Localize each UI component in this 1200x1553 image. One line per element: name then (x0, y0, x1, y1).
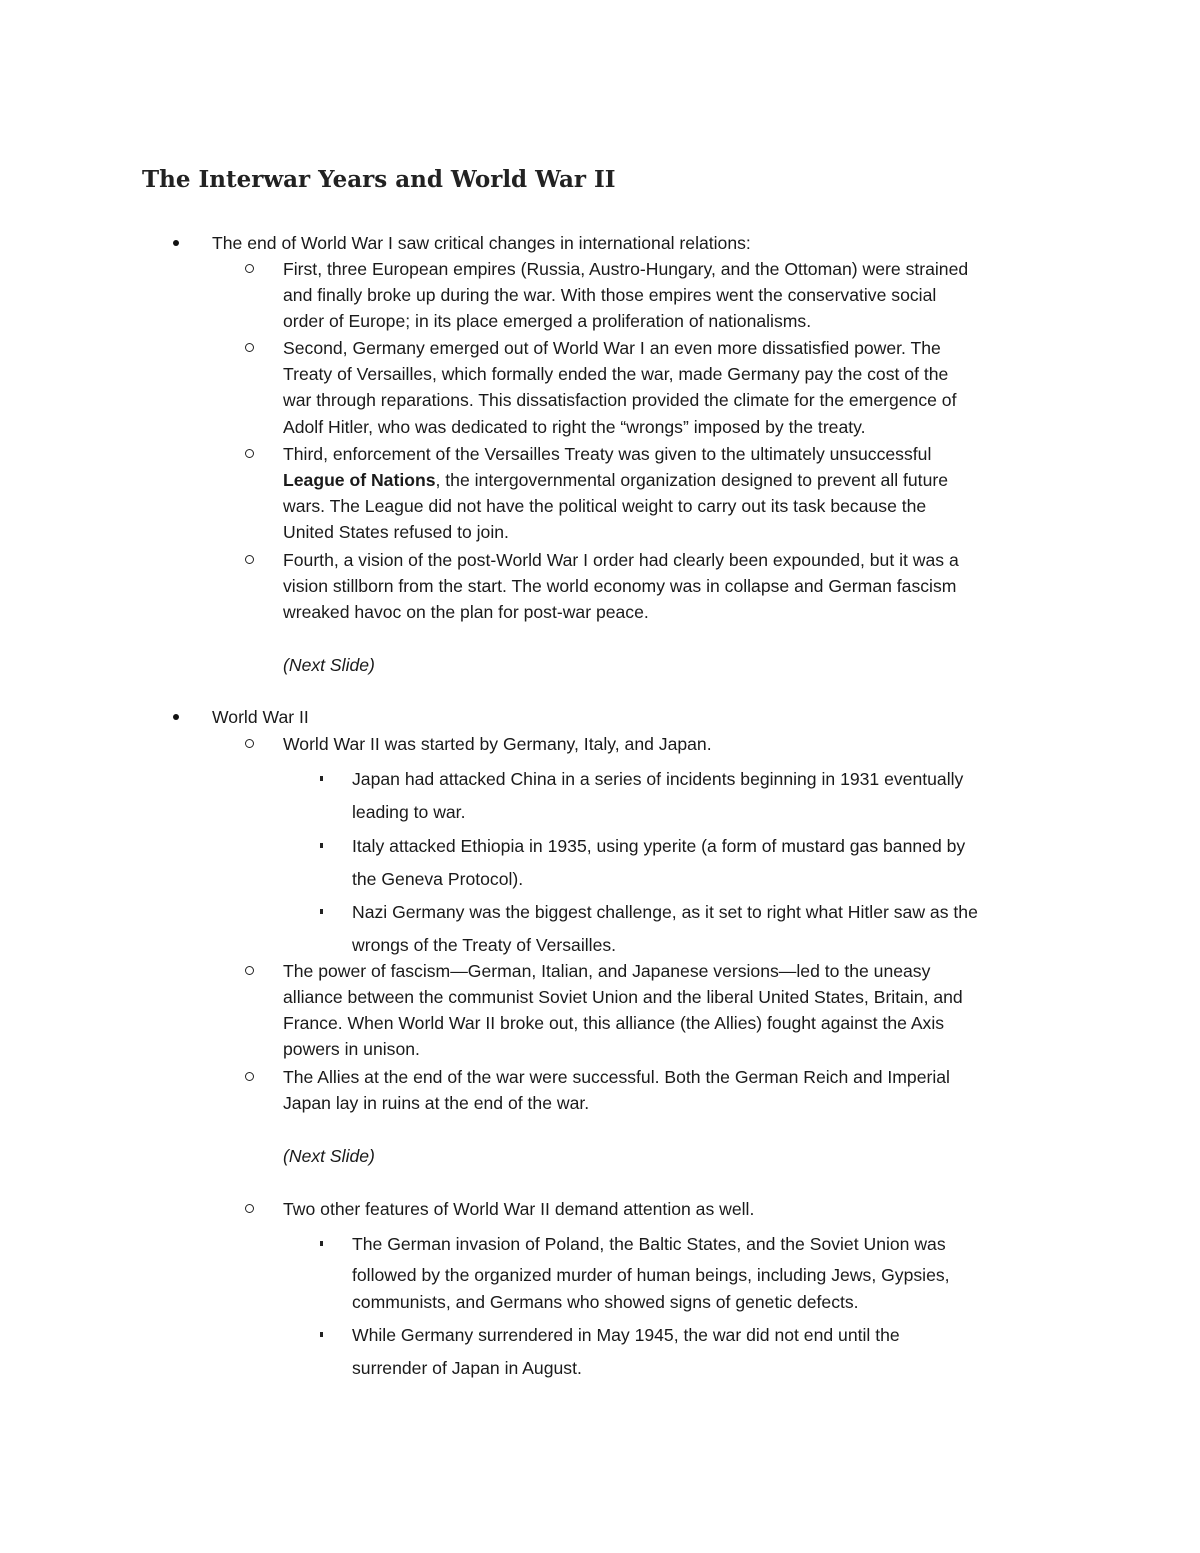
circle-bullet-icon (245, 555, 254, 564)
square-bullet-icon (320, 776, 323, 781)
italy-line-2: the Geneva Protocol). (352, 869, 524, 889)
next-slide-note: (Next Slide) (283, 1146, 375, 1166)
section2-bullet: World War II (212, 707, 309, 727)
bullet-dot-icon (173, 714, 179, 720)
power-line-1: The power of fascism—German, Italian, and Japanese versions—led to the uneasy (283, 961, 931, 981)
circle-bullet-icon (245, 264, 254, 273)
fourth-line-3: wreaked havoc on the plan for post-war peace. (283, 602, 649, 622)
first-line-2: and finally broke up during the war. With those empires went the conservative social (283, 285, 937, 305)
japan-line-2: leading to war. (352, 802, 466, 822)
second-line-4: Adolf Hitler, who was dedicated to right the “wrongs” imposed by the treaty. (283, 417, 866, 437)
nazi-line-1: Nazi Germany was the biggest challenge, as it set to right what Hitler saw as the (352, 902, 978, 922)
circle-bullet-icon (245, 1204, 254, 1213)
japan-line-1: Japan had attacked China in a series of incidents beginning in 1931 eventually (352, 769, 964, 789)
first-line-1: First, three European empires (Russia, Austro-Hungary, and the Ottoman) were strained (283, 259, 969, 279)
next-slide-note: (Next Slide) (283, 655, 375, 675)
second-line-3: war through reparations. This dissatisfaction provided the climate for the emergence of (283, 390, 957, 410)
two-features-line: Two other features of World War II demand attention as well. (283, 1199, 755, 1219)
second-line-1: Second, Germany emerged out of World War I an even more dissatisfied power. The (283, 338, 941, 358)
second-line-2: Treaty of Versailles, which formally ended the war, made Germany pay the cost of the (283, 364, 949, 384)
square-bullet-icon (320, 843, 323, 848)
invasion-line-3: communists, and Germans who showed signs of genetic defects. (352, 1292, 859, 1312)
third-line-1: Third, enforcement of the Versailles Treaty was given to the ultimately unsuccessful (283, 444, 932, 464)
power-line-4: powers in unison. (283, 1039, 420, 1059)
surrender-line-2: surrender of Japan in August. (352, 1358, 582, 1378)
invasion-line-2: followed by the organized murder of human beings, including Jews, Gypsies, (352, 1265, 950, 1285)
italy-line-1: Italy attacked Ethiopia in 1935, using yperite (a form of mustard gas banned by (352, 836, 966, 856)
nazi-line-2: wrongs of the Treaty of Versailles. (352, 935, 617, 955)
square-bullet-icon (320, 909, 323, 914)
circle-bullet-icon (245, 739, 254, 748)
circle-bullet-icon (245, 966, 254, 975)
third-line-4: United States refused to join. (283, 522, 509, 542)
square-bullet-icon (320, 1241, 323, 1246)
document-title: The Interwar Years and World War II (142, 166, 616, 193)
league-of-nations-term: League of Nations (283, 470, 436, 490)
power-line-2: alliance between the communist Soviet Union and the liberal United States, Britain, and (283, 987, 963, 1007)
third-line-3: wars. The League did not have the political weight to carry out its task because the (283, 496, 927, 516)
power-line-3: France. When World War II broke out, this alliance (the Allies) fought against the Axis (283, 1013, 945, 1033)
third-line-2-rest: , the intergovernmental organization designed to prevent all future (435, 470, 948, 490)
bullet-dot-icon (173, 240, 179, 246)
fourth-line-2: vision stillborn from the start. The world economy was in collapse and German fascism (283, 576, 957, 596)
invasion-line-1: The German invasion of Poland, the Baltic States, and the Soviet Union was (352, 1234, 946, 1254)
surrender-line-1: While Germany surrendered in May 1945, the war did not end until the (352, 1325, 900, 1345)
allies-line-2: Japan lay in ruins at the end of the war. (283, 1093, 590, 1113)
circle-bullet-icon (245, 1072, 254, 1081)
started-line: World War II was started by Germany, Italy, and Japan. (283, 734, 712, 754)
first-line-3: order of Europe; in its place emerged a proliferation of nationalisms. (283, 311, 812, 331)
third-line-2 (283, 467, 948, 493)
circle-bullet-icon (245, 343, 254, 352)
section1-bullet: The end of World War I saw critical changes in international relations: (212, 233, 751, 253)
fourth-line-1: Fourth, a vision of the post-World War I order had clearly been expounded, but it was a (283, 550, 959, 570)
circle-bullet-icon (245, 449, 254, 458)
allies-line-1: The Allies at the end of the war were successful. Both the German Reich and Imperial (283, 1067, 950, 1087)
square-bullet-icon (320, 1332, 323, 1337)
